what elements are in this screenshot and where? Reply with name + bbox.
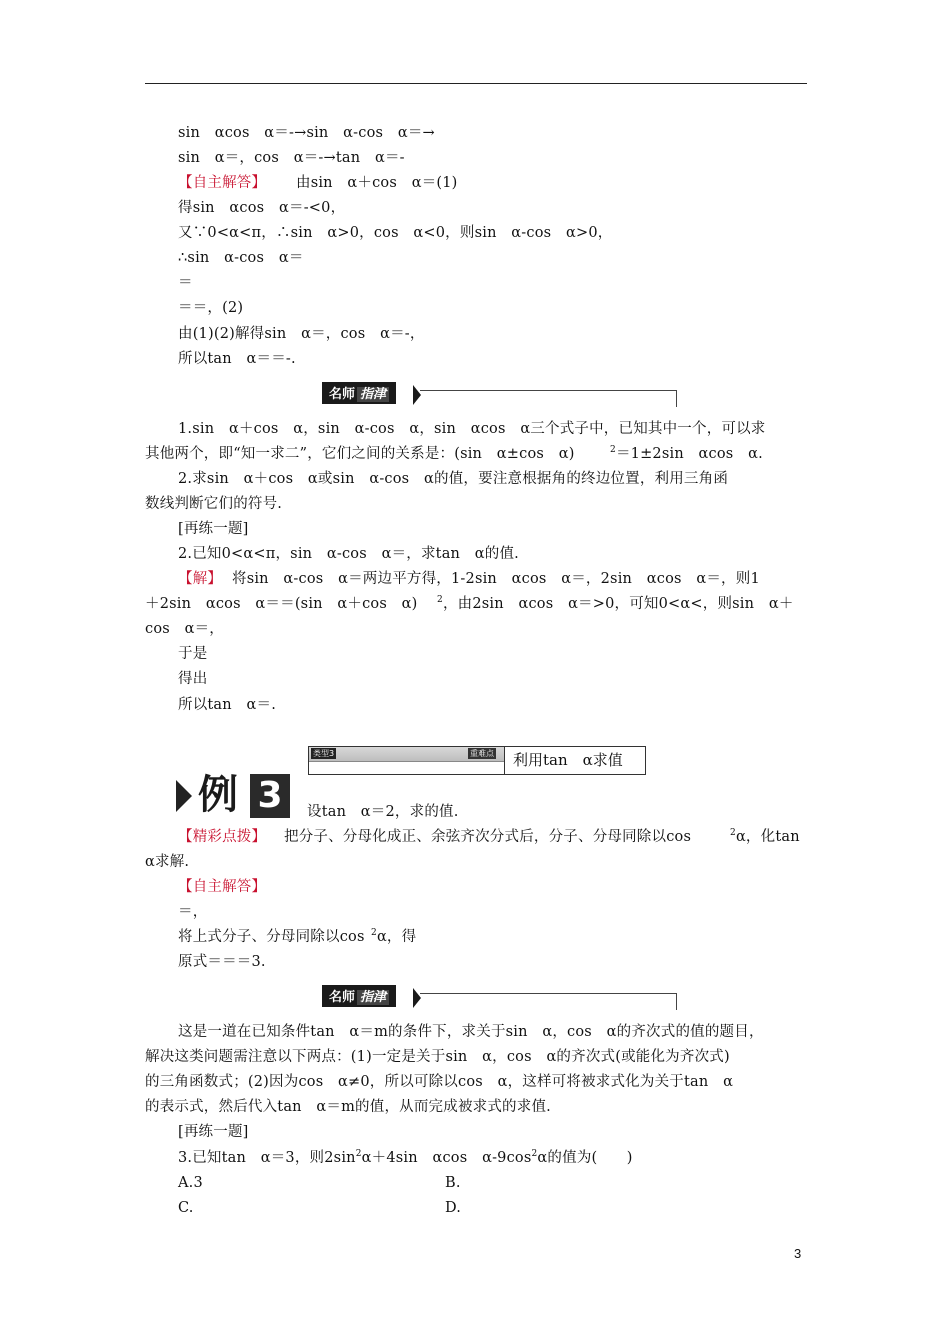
example-number: 3	[250, 774, 290, 818]
text-line: [再练一题]	[178, 1124, 249, 1140]
text-line-sup-4: $^2$α，得	[371, 928, 417, 945]
text-line: ＋2sin αcos α＝＝(sin α＋cos α)	[145, 596, 418, 612]
text-line: C.	[178, 1200, 194, 1216]
text-line: 得出	[178, 671, 208, 687]
example-char: 例	[198, 772, 238, 818]
text-line: 的三角函数式；(2)因为cos α≠0，所以可除以cos α，这样可将被求式化为关于tan α	[145, 1074, 734, 1090]
type-3-title: 利用tan α求值	[513, 751, 623, 769]
text-line-sup-3: $^2$α，化tan	[730, 828, 800, 845]
text-line: 这是一道在已知条件tan α＝m的条件下，求关于sin α，cos α的齐次式的值的题目，	[178, 1024, 764, 1040]
text-line: ∴sin α-cos α＝	[178, 250, 304, 266]
text-line: 原式＝＝＝3.	[178, 954, 266, 970]
text-line: [再练一题]	[178, 521, 249, 537]
text-line: 得sin αcos α＝-<0，	[178, 200, 346, 216]
type-3-tag: 类型3	[313, 749, 335, 758]
type-3-header	[308, 746, 646, 775]
text-line-sup-1: $^2$＝1±2sin αcos α.	[610, 445, 763, 462]
header-rule	[145, 83, 807, 84]
page-number: 3	[794, 1246, 802, 1261]
example-3-logo	[176, 774, 292, 818]
label-zizhu-jieda-2: 【自主解答】	[178, 879, 267, 895]
text-line: 所以tan α＝＝-.	[178, 351, 296, 367]
play-arrow-icon	[176, 780, 192, 812]
banner-title: 名师 指津	[322, 985, 396, 1007]
mingshi-zhijin-banner-1	[318, 381, 678, 407]
banner-frame	[420, 390, 677, 407]
text-line: 由(1)(2)解得sin α＝，cos α＝-，	[178, 326, 425, 342]
text-line: α求解.	[145, 854, 190, 870]
text-line: 又∵0<α<π，∴sin α>0，cos α<0，则sin α-cos α>0，	[178, 225, 613, 241]
text-line: 解决这类问题需注意以下两点：(1)一定是关于sin α，cos α的齐次式(或能化为齐次式)	[145, 1049, 730, 1065]
text-line: cos α＝，	[145, 621, 224, 637]
text-line: 所以tan α＝.	[178, 697, 277, 713]
text-line-sup-2: $^2$，由2sin αcos α＝>0，可知0<α<，则sin α＋	[437, 595, 794, 612]
text-line: 的表示式，然后代入tan α＝m的值，从而完成被求式的求值.	[145, 1099, 551, 1115]
text-line: 由sin α＋cos α＝(1)	[296, 175, 458, 191]
label-zizhu-jieda-1: 【自主解答】	[178, 175, 267, 191]
text-line: 设tan α＝2，求的值.	[307, 804, 459, 820]
text-line: 其他两个，即“知一求二”，它们之间的关系是：(sin α±cos α)	[145, 446, 575, 462]
text-line: 于是	[178, 646, 208, 662]
text-line: 1.sin α＋cos α，sin α-cos α，sin αcos α三个式子中，已知其中一个，可以求	[178, 421, 766, 437]
text-line: 2.求sin α＋cos α或sin α-cos α的值，要注意根据角的终边位置，利用三角函	[178, 471, 729, 487]
text-line: B.	[445, 1175, 461, 1191]
mingshi-zhijin-banner-2	[318, 984, 678, 1010]
text-line: 将sin α-cos α＝两边平方得，1-2sin αcos α＝，2sin αcos α＝，则1	[232, 571, 760, 587]
text-line: sin α＝，cos α＝-→tan α＝-	[178, 150, 405, 166]
label-jingcai-dianbo: 【精彩点拨】	[178, 829, 267, 845]
type-3-separator	[504, 747, 505, 774]
text-line: 数线判断它们的符号.	[145, 496, 283, 512]
text-line: sin αcos α＝-→sin α-cos α＝→	[178, 125, 435, 141]
text-line: ＝	[178, 275, 193, 291]
text-line: A.3	[178, 1175, 203, 1191]
text-line: 将上式分子、分母同除以cos	[178, 929, 365, 945]
text-line: ＝＝，(2)	[178, 300, 244, 316]
banner-frame	[420, 993, 677, 1010]
type-3-tag-difficulty: 重难点	[470, 749, 494, 758]
banner-title: 名师 指津	[322, 382, 396, 404]
text-line: 把分子、分母化成正、余弦齐次分式后，分子、分母同除以cos	[284, 829, 692, 845]
question-3: 3.已知tan α＝3，则$2\sin^2\alpha+4\sin$ αcos $\alpha-9\cos^2\alpha$的值为( )	[178, 1149, 633, 1166]
text-line: ＝，	[178, 904, 208, 920]
text-line: D.	[445, 1200, 462, 1216]
label-jie: 【解】	[178, 571, 223, 587]
text-line: 2.已知0<α<π，sin α-cos α＝，求tan α的值.	[178, 546, 519, 562]
